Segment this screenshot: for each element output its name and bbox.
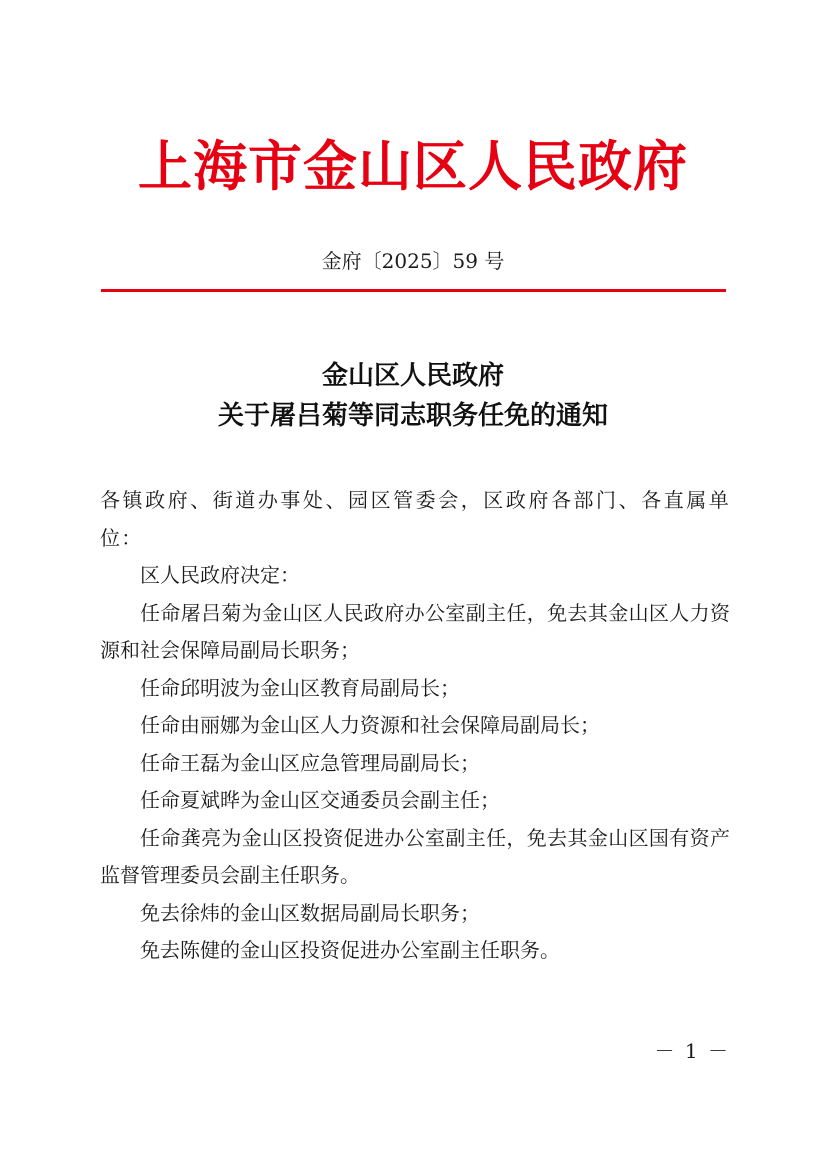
title-line-1: 金山区人民政府 [321,361,504,391]
document-body [100,482,730,970]
paragraph-removal: 免去徐炜的金山区数据局副局长职务； [140,900,480,925]
red-separator-line [101,289,726,292]
page-number: － 1 － [654,1039,730,1063]
paragraph-appointment: 任命王磊为金山区应急管理局副局长； [140,750,480,775]
paragraph-appointment: 任命夏斌晔为金山区交通委员会副主任； [140,788,500,812]
title-line-2: 关于屠吕菊等同志职务任免的通知 [217,401,608,431]
paragraph-appointment: 任命屠吕菊为金山区人民政府办公室副主任，免去其金山区人力资源和社会保障局副局长职务； [100,600,730,662]
salutation: 各镇政府、街道办事处、园区管委会，区政府各部门、各直属单位： [100,488,730,550]
paragraph-decision: 区人民政府决定： [140,563,300,587]
paragraph-appointment: 任命龚亮为金山区投资促进办公室副主任，免去其金山区国有资产监督管理委员会副主任职务。 [100,825,730,887]
issuer-header: 上海市金山区人民政府 [138,134,688,198]
document-title [0,356,826,436]
document-number: 金府〔2025〕59 号 [321,249,505,273]
paragraph-appointment: 任命邱明波为金山区教育局副局长； [140,675,460,700]
paragraph-removal: 免去陈健的金山区投资促进办公室副主任职务。 [140,938,560,962]
paragraph-appointment: 任命由丽娜为金山区人力资源和社会保障局副局长； [140,713,600,737]
